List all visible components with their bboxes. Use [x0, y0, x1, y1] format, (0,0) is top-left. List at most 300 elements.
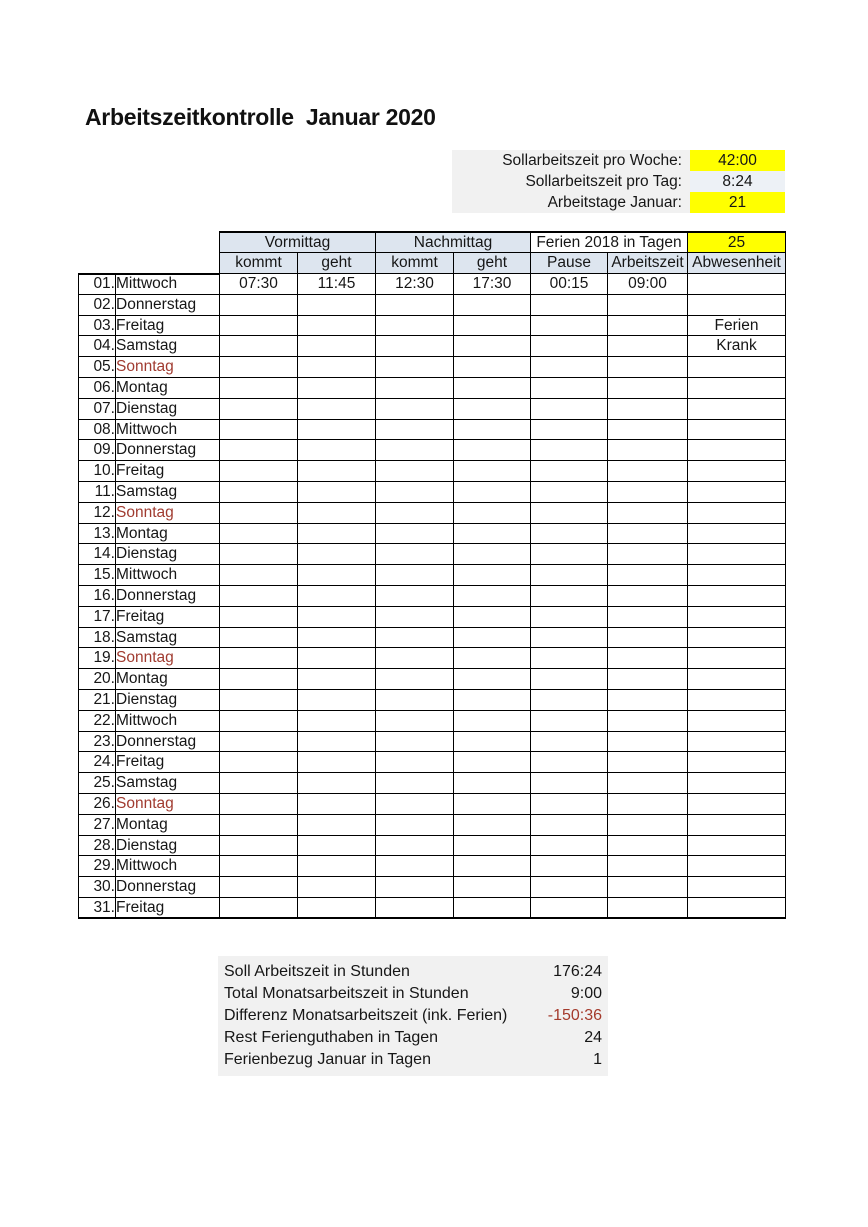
time-cell: [608, 627, 688, 648]
timesheet-body: [79, 274, 786, 919]
day-number-cell: 17.: [79, 606, 116, 627]
absence-cell: [688, 710, 786, 731]
time-cell: [608, 856, 688, 877]
time-cell: [376, 502, 454, 523]
time-cell: [376, 586, 454, 607]
time-cell: [531, 710, 608, 731]
table-row: [79, 315, 786, 336]
absence-cell: [688, 898, 786, 919]
table-group-header-row: [79, 232, 786, 253]
time-cell: [376, 690, 454, 711]
day-number-cell: 22.: [79, 710, 116, 731]
absence-cell: [688, 731, 786, 752]
day-name-cell: Mittwoch: [116, 274, 220, 295]
time-cell: [454, 856, 531, 877]
info-label-soll-woche: Sollarbeitszeit pro Woche:: [452, 150, 690, 171]
time-cell: [220, 357, 298, 378]
time-cell: [220, 294, 298, 315]
time-cell: [220, 773, 298, 794]
time-cell: [376, 627, 454, 648]
day-number-cell: 03.: [79, 315, 116, 336]
time-cell: [298, 336, 376, 357]
time-cell: [376, 294, 454, 315]
time-cell: [298, 773, 376, 794]
time-cell: [531, 544, 608, 565]
day-name-cell: Mittwoch: [116, 710, 220, 731]
table-row: [79, 898, 786, 919]
time-cell: [298, 523, 376, 544]
summary-value-total: 9:00: [570, 985, 602, 1002]
time-cell: [454, 544, 531, 565]
column-header-pause: Pause: [531, 253, 608, 274]
time-cell: 00:15: [531, 274, 608, 295]
day-name-cell: Dienstag: [116, 835, 220, 856]
time-cell: [376, 482, 454, 503]
time-cell: [608, 710, 688, 731]
table-row: [79, 627, 786, 648]
time-cell: [298, 419, 376, 440]
column-header-kommt-nachmittag: kommt: [376, 253, 454, 274]
time-cell: [454, 461, 531, 482]
absence-cell: [688, 440, 786, 461]
day-name-cell: Samstag: [116, 336, 220, 357]
time-cell: [608, 669, 688, 690]
time-cell: [298, 378, 376, 399]
day-number-cell: 09.: [79, 440, 116, 461]
time-cell: [608, 814, 688, 835]
nachmittag-header: Nachmittag: [376, 232, 531, 253]
day-number-cell: 07.: [79, 398, 116, 419]
time-cell: [531, 794, 608, 815]
time-cell: [454, 294, 531, 315]
summary-row: [218, 983, 608, 1005]
table-row: [79, 461, 786, 482]
time-cell: [298, 544, 376, 565]
time-cell: [454, 648, 531, 669]
absence-cell: [688, 794, 786, 815]
table-row: [79, 274, 786, 295]
absence-cell: Krank: [688, 336, 786, 357]
day-number-cell: 28.: [79, 835, 116, 856]
time-cell: [531, 461, 608, 482]
time-cell: [531, 898, 608, 919]
summary-label-rest-ferien: Rest Ferienguthaben in Tagen: [224, 1029, 439, 1046]
vormittag-header: Vormittag: [220, 232, 376, 253]
time-cell: [376, 378, 454, 399]
time-cell: [220, 544, 298, 565]
day-number-cell: 20.: [79, 669, 116, 690]
table-row: [79, 690, 786, 711]
table-row: [79, 794, 786, 815]
time-cell: [298, 357, 376, 378]
time-cell: [298, 482, 376, 503]
table-row: [79, 440, 786, 461]
day-name-cell: Donnerstag: [116, 440, 220, 461]
absence-cell: [688, 544, 786, 565]
day-number-cell: 10.: [79, 461, 116, 482]
day-name-cell: Donnerstag: [116, 877, 220, 898]
info-label-arbeitstage: Arbeitstage Januar:: [452, 192, 690, 213]
time-cell: [608, 565, 688, 586]
ferien-2018-label: Ferien 2018 in Tagen: [531, 232, 688, 253]
day-number-cell: 05.: [79, 357, 116, 378]
time-cell: [608, 877, 688, 898]
time-cell: [298, 606, 376, 627]
time-cell: [220, 336, 298, 357]
day-number-cell: 08.: [79, 419, 116, 440]
time-cell: [454, 773, 531, 794]
time-cell: [454, 440, 531, 461]
time-cell: [531, 856, 608, 877]
time-cell: [608, 357, 688, 378]
time-cell: [376, 794, 454, 815]
time-cell: [220, 502, 298, 523]
table-row: [79, 606, 786, 627]
time-cell: [376, 565, 454, 586]
day-name-cell: Donnerstag: [116, 731, 220, 752]
absence-cell: [688, 482, 786, 503]
absence-cell: [688, 856, 786, 877]
day-name-cell: Samstag: [116, 773, 220, 794]
time-cell: [454, 398, 531, 419]
time-cell: [220, 856, 298, 877]
absence-cell: [688, 877, 786, 898]
time-cell: [376, 710, 454, 731]
summary-row: [218, 1027, 608, 1049]
time-cell: [376, 523, 454, 544]
absence-cell: [688, 773, 786, 794]
time-cell: [298, 565, 376, 586]
time-cell: [608, 440, 688, 461]
time-cell: [531, 565, 608, 586]
summary-row: [218, 1005, 608, 1027]
table-row: [79, 378, 786, 399]
summary-value-differenz: -150:36: [547, 1007, 602, 1024]
day-name-cell: Mittwoch: [116, 419, 220, 440]
day-number-cell: 29.: [79, 856, 116, 877]
day-name-cell: Sonntag: [116, 648, 220, 669]
time-cell: 17:30: [454, 274, 531, 295]
absence-cell: [688, 419, 786, 440]
table-row: [79, 357, 786, 378]
time-cell: [220, 690, 298, 711]
time-cell: [608, 773, 688, 794]
time-cell: [298, 877, 376, 898]
day-name-cell: Freitag: [116, 606, 220, 627]
column-header-geht-vormittag: geht: [298, 253, 376, 274]
day-name-cell: Sonntag: [116, 502, 220, 523]
day-name-cell: Dienstag: [116, 544, 220, 565]
time-cell: [298, 856, 376, 877]
time-cell: [608, 294, 688, 315]
table-row: [79, 502, 786, 523]
absence-cell: [688, 586, 786, 607]
table-row: [79, 523, 786, 544]
info-value-soll-woche: 42:00: [690, 150, 785, 171]
absence-cell: [688, 627, 786, 648]
time-cell: [376, 440, 454, 461]
time-cell: [454, 794, 531, 815]
time-cell: [531, 690, 608, 711]
table-row: [79, 835, 786, 856]
time-cell: [376, 835, 454, 856]
time-cell: [376, 315, 454, 336]
time-cell: [531, 502, 608, 523]
time-cell: [608, 398, 688, 419]
time-cell: [220, 710, 298, 731]
absence-cell: [688, 461, 786, 482]
time-cell: [376, 461, 454, 482]
day-number-cell: 27.: [79, 814, 116, 835]
time-cell: [454, 898, 531, 919]
time-cell: [220, 669, 298, 690]
table-row: [79, 398, 786, 419]
time-cell: [608, 690, 688, 711]
time-cell: [220, 419, 298, 440]
time-cell: [376, 419, 454, 440]
time-cell: [608, 419, 688, 440]
table-row: [79, 877, 786, 898]
time-cell: [298, 461, 376, 482]
table-column-header-row: [79, 253, 786, 274]
time-cell: [454, 482, 531, 503]
time-cell: [454, 835, 531, 856]
time-cell: [608, 794, 688, 815]
time-cell: [220, 461, 298, 482]
absence-cell: [688, 690, 786, 711]
summary-value-rest-ferien: 24: [584, 1029, 602, 1046]
info-value-arbeitstage: 21: [690, 192, 785, 213]
time-cell: [376, 669, 454, 690]
time-cell: [220, 877, 298, 898]
time-cell: [220, 648, 298, 669]
time-cell: 12:30: [376, 274, 454, 295]
time-cell: [454, 523, 531, 544]
time-cell: [608, 606, 688, 627]
day-number-cell: 31.: [79, 898, 116, 919]
table-row: [79, 419, 786, 440]
time-cell: [608, 378, 688, 399]
time-cell: [376, 606, 454, 627]
day-number-cell: 18.: [79, 627, 116, 648]
time-cell: [220, 482, 298, 503]
time-cell: [454, 315, 531, 336]
day-number-cell: 14.: [79, 544, 116, 565]
time-cell: [454, 731, 531, 752]
day-name-cell: Freitag: [116, 315, 220, 336]
time-cell: [220, 315, 298, 336]
day-name-cell: Sonntag: [116, 794, 220, 815]
day-name-cell: Samstag: [116, 627, 220, 648]
time-cell: [454, 502, 531, 523]
table-row: [79, 814, 786, 835]
absence-cell: [688, 565, 786, 586]
time-cell: [454, 606, 531, 627]
info-row: [452, 192, 785, 213]
time-cell: [298, 794, 376, 815]
time-cell: [298, 814, 376, 835]
table-row: [79, 669, 786, 690]
day-number-cell: 24.: [79, 752, 116, 773]
day-name-cell: Freitag: [116, 898, 220, 919]
time-cell: [220, 586, 298, 607]
day-name-cell: Montag: [116, 669, 220, 690]
table-row: [79, 648, 786, 669]
absence-cell: [688, 814, 786, 835]
time-cell: [298, 898, 376, 919]
time-cell: [376, 398, 454, 419]
time-cell: [454, 752, 531, 773]
day-name-cell: Dienstag: [116, 398, 220, 419]
absence-cell: [688, 398, 786, 419]
table-row: [79, 586, 786, 607]
time-cell: [220, 565, 298, 586]
day-number-cell: 30.: [79, 877, 116, 898]
day-number-cell: 25.: [79, 773, 116, 794]
time-cell: [454, 378, 531, 399]
absence-cell: [688, 378, 786, 399]
time-cell: [454, 690, 531, 711]
absence-cell: [688, 274, 786, 295]
time-cell: [454, 336, 531, 357]
table-row: [79, 294, 786, 315]
time-cell: [531, 773, 608, 794]
absence-cell: [688, 294, 786, 315]
table-row: [79, 565, 786, 586]
time-cell: [608, 523, 688, 544]
time-cell: [220, 440, 298, 461]
time-cell: [220, 835, 298, 856]
day-name-cell: Freitag: [116, 461, 220, 482]
time-cell: [454, 565, 531, 586]
time-cell: [220, 752, 298, 773]
time-cell: [531, 419, 608, 440]
time-cell: [531, 669, 608, 690]
day-number-cell: 04.: [79, 336, 116, 357]
time-cell: [608, 315, 688, 336]
time-cell: [608, 731, 688, 752]
day-number-cell: 13.: [79, 523, 116, 544]
time-cell: [298, 669, 376, 690]
absence-cell: [688, 669, 786, 690]
time-cell: [298, 502, 376, 523]
time-cell: [220, 814, 298, 835]
table-row: [79, 856, 786, 877]
absence-cell: [688, 648, 786, 669]
summary-value-ferienbezug: 1: [593, 1051, 602, 1068]
time-cell: [298, 398, 376, 419]
info-label-soll-tag: Sollarbeitszeit pro Tag:: [452, 171, 690, 192]
time-cell: [220, 794, 298, 815]
time-cell: [531, 440, 608, 461]
time-cell: [608, 336, 688, 357]
time-cell: [608, 752, 688, 773]
table-row: [79, 544, 786, 565]
time-cell: [531, 357, 608, 378]
time-cell: [376, 877, 454, 898]
time-cell: [376, 814, 454, 835]
column-header-kommt-vormittag: kommt: [220, 253, 298, 274]
day-number-cell: 02.: [79, 294, 116, 315]
absence-cell: [688, 835, 786, 856]
time-cell: [220, 606, 298, 627]
day-number-cell: 01.: [79, 274, 116, 295]
time-cell: [531, 648, 608, 669]
time-cell: [531, 627, 608, 648]
time-cell: [608, 835, 688, 856]
time-cell: [531, 752, 608, 773]
time-cell: [531, 877, 608, 898]
summary-label-total: Total Monatsarbeitszeit in Stunden: [224, 985, 469, 1002]
time-cell: [531, 315, 608, 336]
summary-label-ferienbezug: Ferienbezug Januar in Tagen: [224, 1051, 431, 1068]
time-cell: [608, 586, 688, 607]
time-cell: [454, 357, 531, 378]
time-cell: 11:45: [298, 274, 376, 295]
day-number-cell: 06.: [79, 378, 116, 399]
day-number-cell: 23.: [79, 731, 116, 752]
summary-label-soll: Soll Arbeitszeit in Stunden: [224, 963, 410, 980]
header-corner-spacer: [79, 253, 220, 274]
time-cell: 09:00: [608, 274, 688, 295]
time-cell: [298, 294, 376, 315]
summary-row: [218, 961, 608, 983]
time-cell: [454, 669, 531, 690]
info-row: [452, 171, 785, 192]
time-cell: [376, 731, 454, 752]
time-cell: [454, 710, 531, 731]
time-cell: [298, 731, 376, 752]
info-box: [452, 150, 785, 213]
day-number-cell: 19.: [79, 648, 116, 669]
page-title: Arbeitszeitkontrolle Januar 2020: [85, 104, 436, 130]
table-row: [79, 773, 786, 794]
time-cell: [454, 627, 531, 648]
time-cell: [298, 627, 376, 648]
time-cell: [608, 898, 688, 919]
time-cell: [608, 461, 688, 482]
column-header-geht-nachmittag: geht: [454, 253, 531, 274]
absence-cell: Ferien: [688, 315, 786, 336]
day-number-cell: 15.: [79, 565, 116, 586]
time-cell: 07:30: [220, 274, 298, 295]
day-number-cell: 12.: [79, 502, 116, 523]
time-cell: [298, 710, 376, 731]
day-name-cell: Mittwoch: [116, 856, 220, 877]
day-name-cell: Donnerstag: [116, 586, 220, 607]
time-cell: [531, 398, 608, 419]
summary-row: [218, 1049, 608, 1071]
time-cell: [454, 586, 531, 607]
time-cell: [376, 544, 454, 565]
time-cell: [376, 898, 454, 919]
time-cell: [298, 835, 376, 856]
day-number-cell: 16.: [79, 586, 116, 607]
time-cell: [531, 835, 608, 856]
day-name-cell: Freitag: [116, 752, 220, 773]
time-cell: [376, 336, 454, 357]
timesheet-table: [78, 231, 786, 919]
ferien-2018-value: 25: [688, 232, 786, 253]
time-cell: [298, 315, 376, 336]
time-cell: [531, 378, 608, 399]
day-name-cell: Samstag: [116, 482, 220, 503]
table-row: [79, 710, 786, 731]
day-number-cell: 11.: [79, 482, 116, 503]
summary-box: [218, 956, 608, 1076]
absence-cell: [688, 502, 786, 523]
column-header-abwesenheit: Abwesenheit: [688, 253, 786, 274]
